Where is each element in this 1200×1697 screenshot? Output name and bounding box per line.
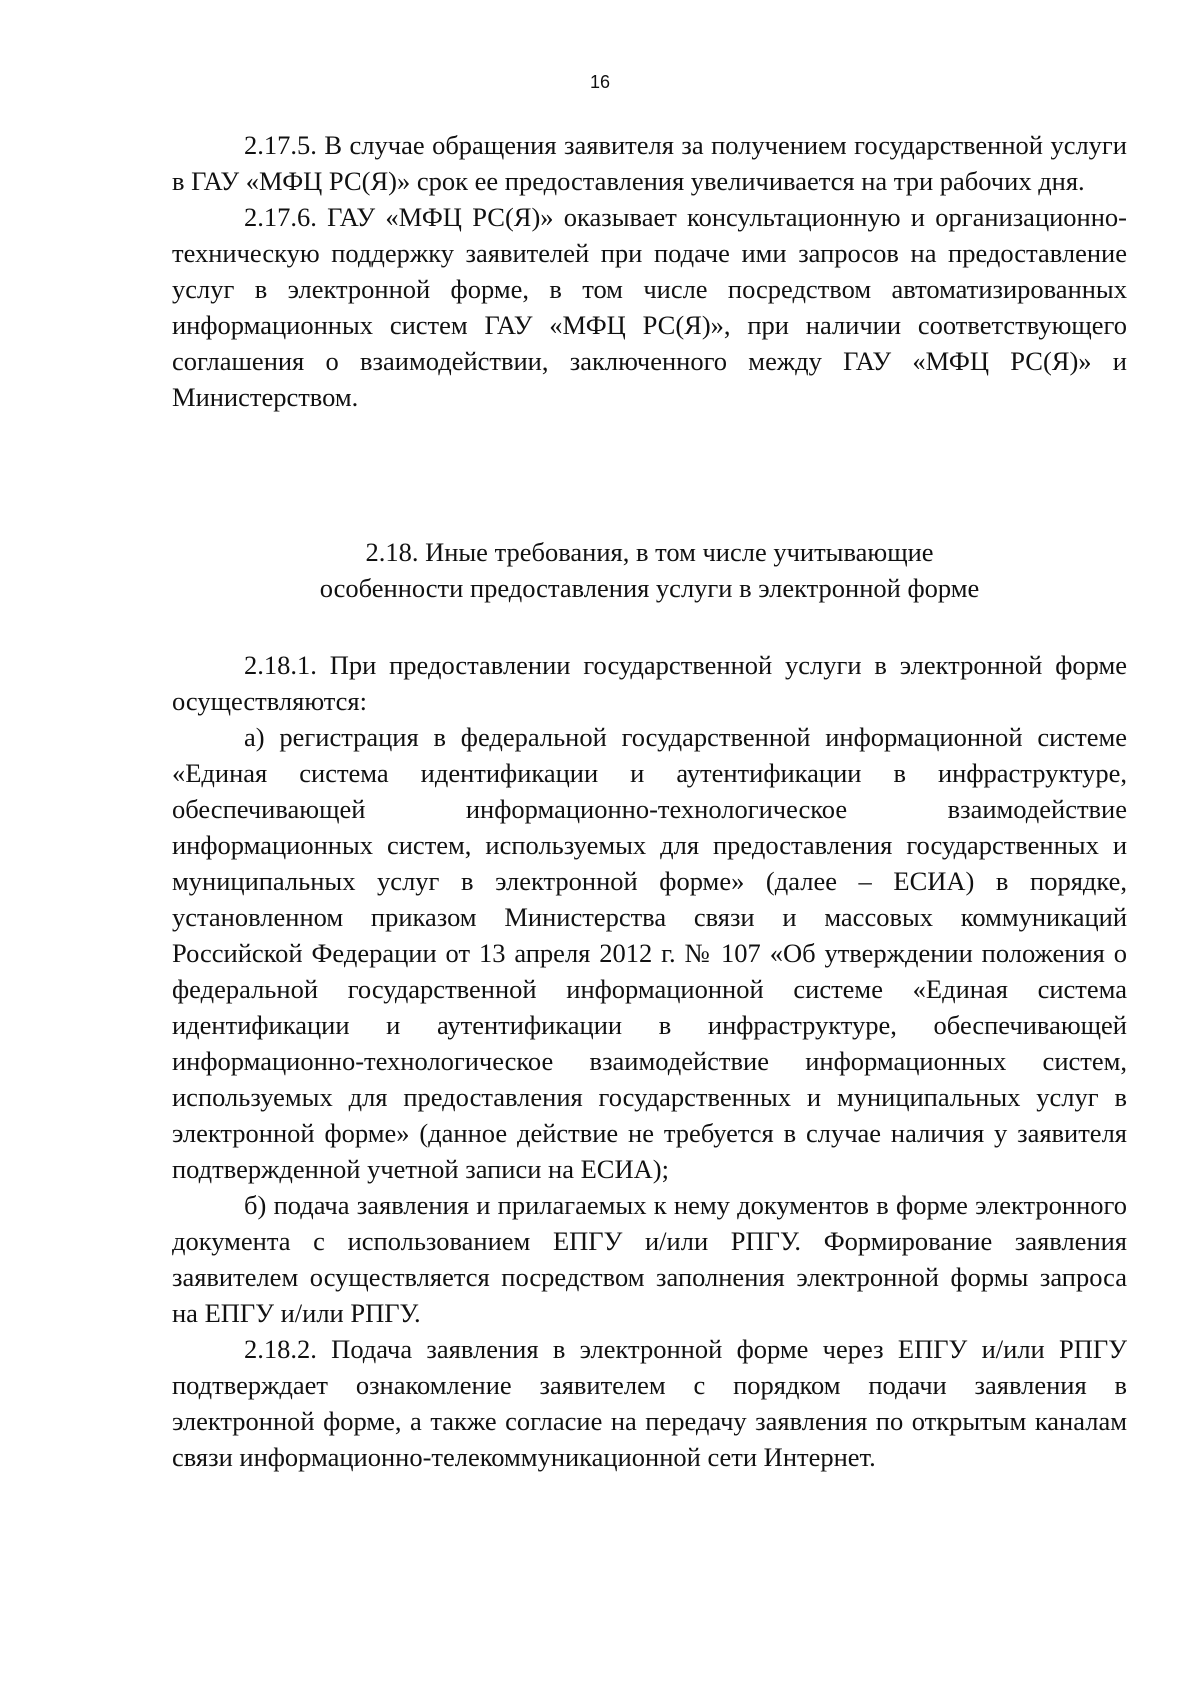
- section-heading-line-2: особенности предоставления услуги в электронной форме: [319, 573, 980, 603]
- section-heading-2-18: [172, 534, 1127, 606]
- section-2-18-text: [172, 647, 1127, 1475]
- paragraph-item-b: б) подача заявления и прилагаемых к нему документов в форме электронного документа с использованием ЕПГУ и/или РПГУ. Формирование заявления заявителем осуществляется посредством заполнения электронной формы запроса на ЕПГУ и/или РПГУ.: [172, 1190, 1127, 1328]
- paragraph-2-18-2: 2.18.2. Подача заявления в электронной форме через ЕПГУ и/или РПГУ подтверждает ознакомление заявителем с порядком подачи заявления в электронной форме, а также согласие на передачу заявления по открытым каналам связи информационно-телекоммуникационной сети Интернет.: [172, 1334, 1127, 1472]
- paragraph-item-a: а) регистрация в федеральной государственной информационной системе «Единая система идентификации и аутентификации в инфраструктуре, обеспечивающей информационно-технологическое взаимодействие информационных систем, используемых для предоставления государственных и муниципальных услуг в электронной форме» (далее – ЕСИА) в порядке, установленном приказом Министерства связи и массовых коммуникаций Российской Федерации от 13 апреля 2012 г. № 107 «Об утверждении положения о федеральной государственной информационной системе «Единая система идентификации и аутентификации в инфраструктуре, обеспечивающей информационно-технологическое взаимодействие информационных систем, используемых для предоставления государственных и муниципальных услуг в электронной форме» (данное действие не требуется в случае наличия у заявителя подтвержденной учетной записи на ЕСИА);: [172, 722, 1127, 1184]
- paragraph-2-17-6: 2.17.6. ГАУ «МФЦ РС(Я)» оказывает консультационную и организационно-техническую поддержку заявителей при подаче ими запросов на предоставление услуг в электронной форме, в том числе посредством автоматизированных информационных систем ГАУ «МФЦ РС(Я)», при наличии соответствующего соглашения о взаимодействии, заключенного между ГАУ «МФЦ РС(Я)» и Министерством.: [172, 202, 1127, 412]
- paragraph-2-17-5: 2.17.5. В случае обращения заявителя за получением государственной услуги в ГАУ «МФЦ РС(Я)» срок ее предоставления увеличивается на три рабочих дня.: [172, 130, 1127, 196]
- section-heading-line-1: 2.18. Иные требования, в том числе учитывающие: [365, 537, 934, 567]
- paragraph-2-18-1: 2.18.1. При предоставлении государственной услуги в электронной форме осуществляются:: [172, 650, 1127, 716]
- page-number: 16: [589, 72, 611, 92]
- section-2-17-text: [172, 127, 1127, 415]
